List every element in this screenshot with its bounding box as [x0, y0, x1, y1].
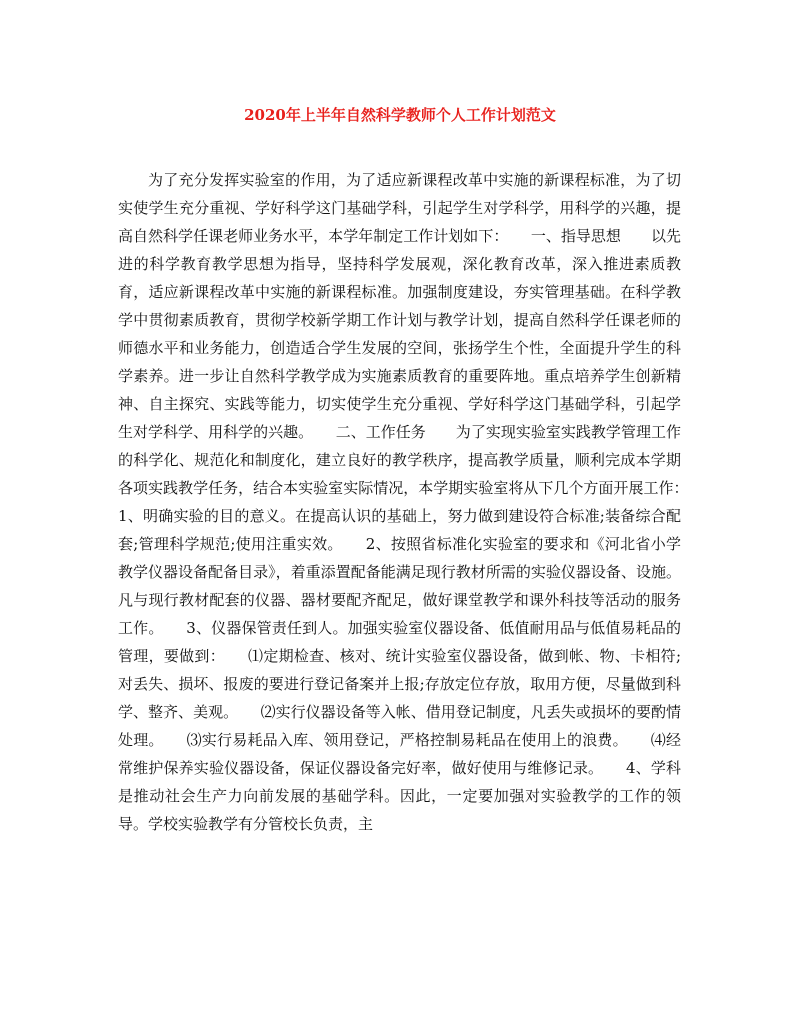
document-title: 2020年上半年自然科学教师个人工作计划范文 — [244, 106, 556, 124]
document-body-text: 为了充分发挥实验室的作用，为了适应新课程改革中实施的新课程标准，为了切实使学生充分重视、学好科学这门基础学科，引起学生对学科学，用科学的兴趣，提高自然科学任课老师业务水平，本学年制定工作计划如下： 一、指导思想 以先进的科学教育教学思想为指导，坚持科学发展观，深化教育改革，深入推进素质教育，适应新课程改革中实施的新课程标准。加强制度建设，夯实管理基础。在科学教学中贯彻素质教育，贯彻学校新学期工作计划与教学计划，提高自然科学任课老师的师德水平和业务能力，创造适合学生发展的空间，张扬学生个性，全面提升学生的科学素养。进一步让自然科学教学成为实施素质教育的重要阵地。重点培养学生创新精神、自主探究、实践等能力，切实使学生充分重视、学好科学这门基础学科，引起学生对学科学、用科学的兴趣。 二、工作任务 为了实现实验室实践教学管理工作的科学化、规范化和制度化，建立良好的教学秩序，提高教学质量，顺利完成本学期各项实践教学任务，结合本实验室实际情况，本学期实验室将从下几个方面开展工作： 1、明确实验的目的意义。在提高认识的基础上，努力做到建设符合标准;装备综合配套;管理科学规范;使用注重实效。 2、按照省标准化实验室的要求和《河北省小学教学仪器设备配备目录》，着重添置配备能满足现行教材所需的实验仪器设备、设施。凡与现行教材配套的仪器、器材要配齐配足，做好课堂教学和课外科技等活动的服务工作。 3、仪器保管责任到人。加强实验室仪器设备、低值耐用品与低值易耗品的管理，要做到： ⑴定期检查、核对、统计实验室仪器设备，做到帐、物、卡相符;对丢失、损坏、报废的要进行登记备案并上报;存放定位存放，取用方便，尽量做到科学、整齐、美观。 ⑵实行仪器设备等入帐、借用登记制度，凡丢失或损坏的要酌情处理。 ⑶实行易耗品入库、领用登记，严格控制易耗品在使用上的浪费。 ⑷经常维护保养实验仪器设备，保证仪器设备完好率，做好使用与维修记录。 4、学科是推动社会生产力向前发展的基础学科。因此，一定要加强对实验教学的工作的领导。学校实验教学有分管校长负责，主 — [118, 171, 712, 833]
